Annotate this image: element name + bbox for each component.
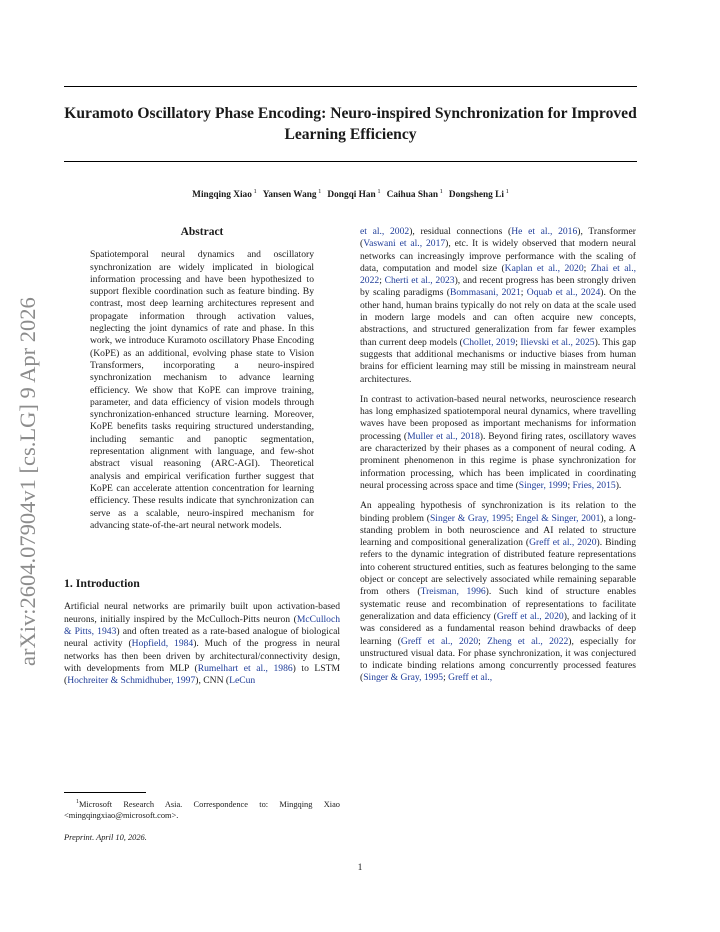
- affiliation-mark: 1: [438, 188, 443, 195]
- author-name: [192, 190, 257, 200]
- citation-link[interactable]: Bommasani, 2021: [449, 287, 521, 299]
- right-column: [360, 226, 636, 693]
- citation-link[interactable]: Hopfield, 1984: [131, 638, 194, 650]
- citation-link[interactable]: Ilievski et al., 2025: [520, 336, 595, 348]
- introduction-paragraph: Artificial neural networks are primarily built upon activation-based neurons, initially inspired by the McCulloch-Pitts neuron (McCulloch & Pitts, 1943) and often treated as a rate-based analogue of biological neural activity (Hopfield, 1984). Much of the progress in neural networks has then been driven by architectural/connectivity design, with developments from MLP (Rumelhart et al., 1986) to LSTM (Hochreiter & Schmidhuber, 1997), CNN (LeCun: [64, 601, 340, 687]
- affiliation-mark: 1: [316, 188, 322, 195]
- body-paragraph: An appealing hypothesis of synchronization is its relation to the binding problem (Singer & Gray, 1995; Engel & Singer, 2001), a long-standing problem in both neuroscience and AI related to structure learning and compositional generalization (Greff et al., 2020). Binding refers to the dynamic integration of distributed feature representations into coherent structured entities, such as features belonging to the same object or concept are selectively associated while remaining separable from others (Treisman, 1996). Such kind of structure enables systematic reuse and recombination of representations to facilitate generalization and data efficiency (Greff et al., 2020), and lacking of it was considered as a fundamental reason behind drawbacks of deep learning (Greff et al., 2020; Zheng et al., 2022), especially for unstructured visual data. For phase synchronization, it was conjectured to indicate binding relations among concurrently processed features (Singer & Gray, 1995; Greff et al.,: [360, 500, 636, 684]
- citation-link[interactable]: Hochreiter & Schmidhuber, 1997: [67, 675, 196, 687]
- citation-link[interactable]: Greff et al.,: [448, 672, 493, 684]
- author-name: [327, 190, 380, 200]
- abstract-heading: Abstract: [180, 226, 224, 238]
- citation-link[interactable]: Cherti et al., 2023: [384, 275, 455, 287]
- citation-link[interactable]: Zhai et al., 2022: [360, 262, 636, 287]
- citation-link[interactable]: Treisman, 1996: [420, 586, 486, 598]
- preprint-notice: Preprint. April 10, 2026.: [64, 833, 147, 842]
- citation-link[interactable]: McCulloch & Pitts, 1943: [64, 613, 340, 638]
- citation-link[interactable]: Engel & Singer, 2001: [516, 512, 601, 524]
- left-column: [64, 226, 340, 696]
- introduction-heading: 1. Introduction: [64, 576, 140, 591]
- paper-title: Kuramoto Oscillatory Phase Encoding: Neuro-inspired Synchronization for Improved Learning Efficiency: [64, 105, 637, 143]
- citation-link[interactable]: Singer & Gray, 1995: [429, 512, 511, 524]
- footnote-mark: 1: [76, 799, 79, 805]
- citation-link[interactable]: Chollet, 2019: [462, 336, 516, 348]
- citation-link[interactable]: Greff et al., 2020: [400, 635, 479, 647]
- author-name-text: Caihua Shan: [386, 190, 439, 201]
- affiliation-mark: 1: [375, 188, 381, 195]
- page-number: 1: [357, 862, 363, 873]
- footnote: [64, 792, 340, 821]
- affiliation-mark: 1: [503, 188, 509, 195]
- arxiv-stamp: arXiv:2604.07904v1 [cs.LG] 9 Apr 2026: [15, 297, 40, 666]
- citation-link[interactable]: Muller et al., 2018: [407, 430, 480, 442]
- citation-link[interactable]: Singer & Gray, 1995: [363, 672, 444, 684]
- author-name: [387, 190, 443, 200]
- author-name: [449, 190, 509, 200]
- citation-link[interactable]: Greff et al., 2020: [529, 537, 597, 549]
- abstract-text: Spatiotemporal neural dynamics and oscillatory synchronization are widely implicated in biological information processing and have been hypothesized to support flexible coordination such as feature binding. By contrast, most deep learning architectures represent and propagate information through activation values, neglecting the joint dynamics of rate and phase. In this work, we introduce Kuramoto oscillatory Phase Encoding (KoPE) as an additional, evolving phase state to Vision Transformers, incorporating a neuro-inspired synchronization mechanism to advance learning efficiency. We show that KoPE can improve training, parameter, and data efficiency of vision models through synchronization-enhanced structure learning. Moreover, KoPE benefits tasks requiring structured understanding, including semantic and panoptic segmentation, representation alignment with language, and few-shot abstract visual reasoning (ARC-AGI). Theoretical analysis and empirical verification further suggest that KoPE can accelerate attention concentration for learning efficiency. These results indicate that synchronization can serve as a scalable, neuro-inspired mechanism for advancing state-of-the-art neural network models.: [90, 249, 314, 531]
- citation-link[interactable]: Oquab et al., 2024: [526, 287, 601, 299]
- author-name-text: Mingqing Xiao: [192, 190, 252, 201]
- footnote-text: Microsoft Research Asia. Correspondence to: Mingqing Xiao <mingqingxiao@microsoft.com>.: [64, 799, 340, 820]
- title-rule-bottom: [64, 161, 637, 162]
- citation-link[interactable]: Fries, 2015: [572, 479, 616, 491]
- affiliation-mark: 1: [251, 188, 257, 195]
- citation-link[interactable]: Greff et al., 2020: [496, 610, 564, 622]
- citation-link[interactable]: Singer, 1999: [518, 479, 568, 491]
- author-name-text: Dongqi Han: [327, 190, 376, 201]
- author-name-text: Dongsheng Li: [448, 190, 504, 201]
- citation-link[interactable]: Vaswani et al., 2017: [363, 238, 446, 250]
- author-list: [64, 186, 637, 201]
- citation-link[interactable]: Rumelhart et al., 1986: [197, 662, 293, 674]
- citation-link[interactable]: LeCun: [229, 675, 256, 687]
- citation-link[interactable]: He et al., 2016: [511, 226, 578, 237]
- citation-link[interactable]: Zheng et al., 2022: [487, 635, 569, 647]
- body-paragraph: In contrast to activation-based neural networks, neuroscience research has long emphasized spatiotemporal neural dynamics, where travelling waves have been proposed as important mechanisms for information processing (Muller et al., 2018). Beyond firing rates, oscillatory waves are characterized by their phases as a component of neural coding. A prominent phenomenon in this regime is phase synchronization for information processing, which has been implicated in coordinating neural processing across space and time (Singer, 1999; Fries, 2015).: [360, 393, 636, 491]
- citation-link[interactable]: et al., 2002: [360, 226, 410, 237]
- author-name: [263, 190, 322, 200]
- footnote-rule: [64, 792, 146, 793]
- citation-link[interactable]: Kaplan et al., 2020: [504, 262, 584, 274]
- author-name-text: Yansen Wang: [262, 190, 317, 201]
- body-paragraph: et al., 2002), residual connections (He et al., 2016), Transformer (Vaswani et al., 2017), etc. It is widely observed that modern neural networks can increasingly improve performance with the scaling of data, computation and model size (Kaplan et al., 2020; Zhai et al., 2022; Cherti et al., 2023), and recent progress has been strongly driven by scaling paradigms (Bommasani, 2021; Oquab et al., 2024). On the other hand, human brains typically do not rely on data at the scale used in modern large models and can often acquire new concepts, abstractions, and structured generalization from far fewer examples than current deep models (Chollet, 2019; Ilievski et al., 2025). This gap suggests that additional mechanisms or inductive biases from human brains for efficient learning may still be missing in mainstream neural architectures.: [360, 226, 636, 385]
- title-rule-top: [64, 86, 637, 87]
